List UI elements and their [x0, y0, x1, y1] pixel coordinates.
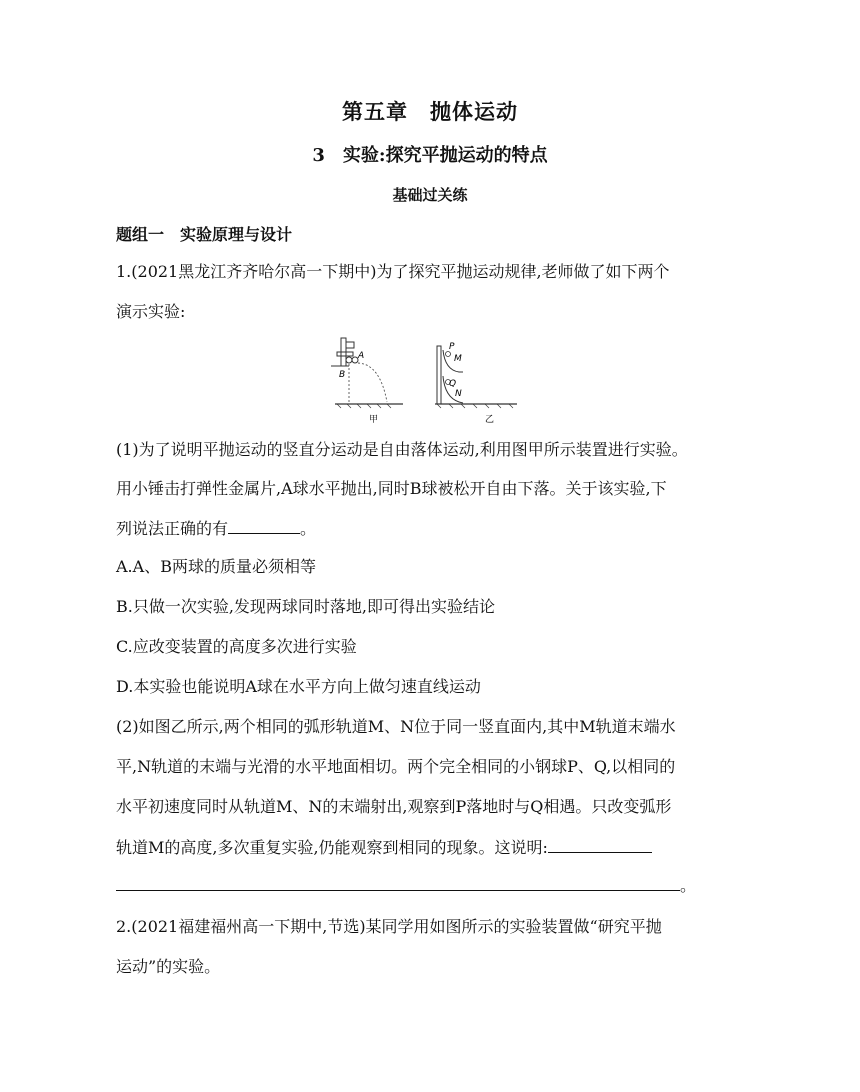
option-c: C.应改变装置的高度多次进行实验 [116, 637, 357, 656]
q1-p2-line-4-text: 轨道M的高度,多次重复实验,仍能观察到相同的现象。这说明: [116, 838, 548, 857]
q2-line-1: 2.(2021福建福州高一下期中,节选)某同学用如图所示的实验装置做“研究平抛 [116, 917, 662, 936]
label-b: B [339, 370, 346, 380]
option-a: A.A、B两球的质量必须相等 [116, 557, 316, 576]
experiment-figure-svg [325, 330, 525, 430]
figure-yi [435, 342, 517, 425]
q1-p2-line-3: 水平初速度同时从轨道M、N的末端射出,观察到P落地时与Q相遇。只改变弧形 [116, 797, 672, 816]
q1-line-2: 演示实验: [116, 302, 186, 321]
caption-yi: 乙 [485, 415, 495, 425]
q1-p1-line-3 [116, 517, 316, 540]
q1-p2-line-4 [116, 836, 652, 859]
answer-blank-2a[interactable] [548, 836, 652, 853]
section-title: 3 实验:探究平抛运动的特点 [312, 145, 548, 166]
label-n: N [455, 389, 462, 399]
answer-blank-2b[interactable] [116, 874, 680, 891]
q1-p2-line-2: 平,N轨道的末端与光滑的水平地面相切。两个完全相同的小钢球P、Q,以相同的 [116, 757, 676, 776]
label-q: Q [449, 379, 457, 389]
option-b: B.只做一次实验,发现两球同时落地,即可得出实验结论 [116, 597, 496, 616]
q1-p2-line-1: (2)如图乙所示,两个相同的弧形轨道M、N位于同一竖直面内,其中M轨道末端水 [116, 717, 676, 736]
chapter-title: 第五章 抛体运动 [342, 99, 518, 124]
experiment-figure [325, 330, 525, 434]
q1-p1-line-3-end: 。 [300, 519, 317, 538]
q1-p2-line-5 [116, 874, 696, 897]
option-d: D.本实验也能说明A球在水平方向上做匀速直线运动 [116, 677, 481, 696]
label-m: M [454, 354, 462, 364]
caption-jia: 甲 [369, 415, 379, 425]
q1-p1-line-3-text: 列说法正确的有 [116, 519, 229, 538]
q1-p1-line-1: (1)为了说明平抛运动的竖直分运动是自由落体运动,利用图甲所示装置进行实验。 [116, 440, 688, 459]
figure-jia [331, 338, 403, 425]
answer-blank-1[interactable] [228, 517, 300, 534]
q1-p2-line-5-end: 。 [680, 876, 697, 895]
q1-line-1: 1.(2021黑龙江齐齐哈尔高一下期中)为了探究平抛运动规律,老师做了如下两个 [116, 262, 670, 281]
q1-p1-line-2: 用小锤击打弹性金属片,A球水平抛出,同时B球被松开自由下落。关于该实验,下 [116, 479, 667, 498]
subsection-title: 基础过关练 [392, 186, 468, 204]
label-a: A [358, 351, 365, 361]
label-p: P [449, 342, 455, 352]
group-title: 题组一 实验原理与设计 [116, 225, 293, 244]
q2-line-2: 运动”的实验。 [116, 957, 221, 976]
